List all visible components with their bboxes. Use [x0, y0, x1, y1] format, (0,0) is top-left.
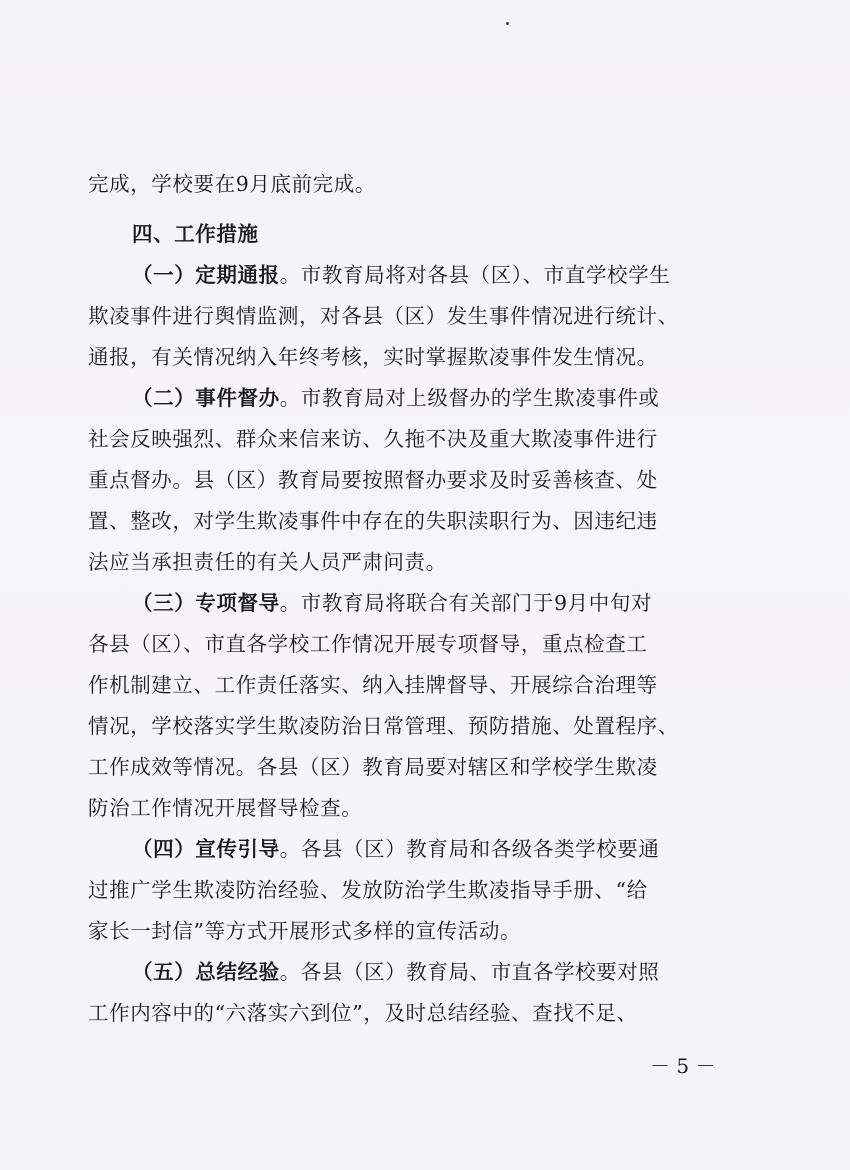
section-heading: 四、工作措施	[132, 222, 259, 246]
text-line: 过推广学生欺凌防治经验、发放防治学生欺凌指导手册、“给	[88, 878, 648, 902]
scan-speck	[506, 22, 509, 25]
item-heading: （三）专项督导	[132, 591, 280, 615]
item-heading: （一）定期通报	[132, 263, 280, 287]
text-line: 欺凌事件进行舆情监测，对各县（区）发生事件情况进行统计、	[88, 304, 679, 328]
item-heading: （四）宣传引导	[132, 837, 280, 861]
text-line: 完成，学校要在9月底前完成。	[88, 172, 376, 196]
text-line: 重点督办。县（区）教育局要按照督办要求及时妥善核查、处	[88, 468, 658, 492]
text-line: 各县（区）、市直各学校工作情况开展专项督导，重点检查工	[88, 632, 648, 656]
paragraph-first-line	[132, 957, 788, 987]
text-line: 家长一封信”等方式开展形式多样的宣传活动。	[88, 919, 522, 943]
page-number: － 5 －	[650, 1054, 716, 1078]
text-line: 社会反映强烈、群众来信来访、久拖不决及重大欺凌事件进行	[88, 427, 658, 451]
paragraph-first-line	[132, 383, 788, 413]
text-line: 情况，学校落实学生欺凌防治日常管理、预防措施、处置程序、	[88, 714, 679, 738]
text-line: 防治工作情况开展督导检查。	[88, 796, 363, 820]
text-line: 法应当承担责任的有关人员严肃问责。	[88, 550, 447, 574]
item-heading: （五）总结经验	[132, 960, 280, 984]
item-text: 。市教育局对上级督办的学生欺凌事件或	[279, 386, 660, 410]
item-heading: （二）事件督办	[132, 386, 280, 410]
paragraph-first-line	[132, 588, 788, 618]
text-line: 工作成效等情况。各县（区）教育局要对辖区和学校学生欺凌	[88, 755, 658, 779]
item-text: 。各县（区）教育局、市直各学校要对照	[279, 960, 660, 984]
item-text: 。各县（区）教育局和各级各类学校要通	[279, 837, 660, 861]
item-text: 。市教育局将对各县（区）、市直学校学生	[279, 263, 671, 287]
text-line: 通报，有关情况纳入年终考核，实时掌握欺凌事件发生情况。	[88, 345, 658, 369]
text-line: 置、整改，对学生欺凌事件中存在的失职渎职行为、因违纪违	[88, 509, 658, 533]
text-line: 作机制建立、工作责任落实、纳入挂牌督导、开展综合治理等	[88, 673, 658, 697]
item-text: 。市教育局将联合有关部门于9月中旬对	[279, 591, 653, 615]
paragraph-first-line	[132, 260, 788, 290]
text-line: 工作内容中的“六落实六到位”，及时总结经验、查找不足、	[88, 1001, 638, 1025]
paragraph-first-line	[132, 834, 788, 864]
